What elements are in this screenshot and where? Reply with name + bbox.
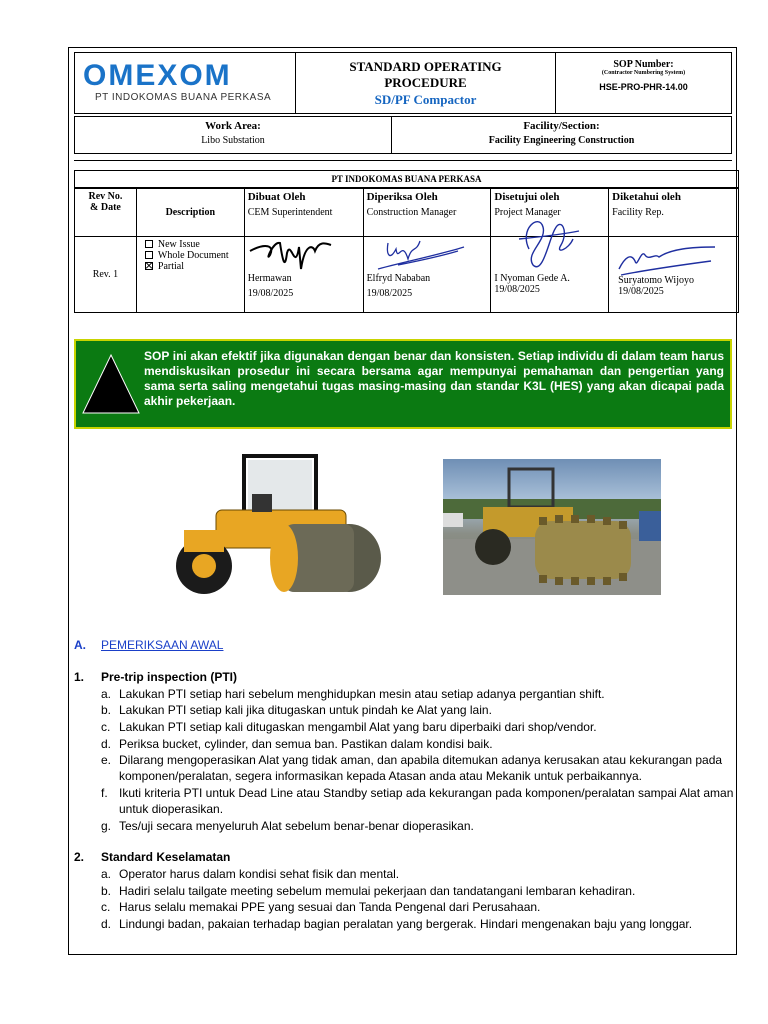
signer-header-1	[363, 189, 491, 237]
desc-header: Description	[136, 189, 244, 237]
logo-subtitle: PT INDOKOMAS BUANA PERKASA	[95, 92, 272, 103]
facility-value: Facility Engineering Construction	[488, 135, 635, 146]
list-text: Harus selalu memakai PPE yang sesuai dan Tanda Pengenal dari Perusahaan.	[119, 900, 541, 914]
signature-elfryd	[368, 231, 468, 275]
list-marker: d.	[101, 737, 112, 751]
signer-name: I Nyoman Gede A.	[494, 273, 570, 284]
signer-name: Hermawan	[247, 273, 292, 284]
signer-role: Dibuat Oleh	[247, 191, 306, 203]
signer-title: Construction Manager	[366, 207, 457, 218]
signer-sign-2	[491, 237, 609, 313]
list-item	[101, 818, 734, 834]
option-whole-document	[145, 250, 241, 261]
company-bar: PT INDOKOMAS BUANA PERKASA	[74, 170, 739, 188]
title-line1: STANDARD OPERATING	[349, 59, 502, 74]
notice-box	[74, 339, 732, 429]
compactor-padfoot-image	[443, 459, 661, 595]
list-item	[101, 719, 734, 735]
sop-number-cell	[555, 52, 732, 114]
list-item	[101, 866, 734, 882]
list-text: Lakukan PTI setiap kali ditugaskan mengambil Alat yang baru diperbaiki dari shop/vendor.	[119, 720, 597, 734]
rev-header-line1: Rev No.	[88, 191, 123, 202]
revision-table	[74, 188, 739, 313]
list-item	[101, 899, 734, 915]
option-new-issue	[145, 239, 241, 250]
list-item	[101, 752, 734, 784]
compactor-smooth-drum-image	[144, 448, 384, 598]
list-item	[101, 785, 734, 817]
list-text: Dilarang mengoperasikan Alat yang tidak aman, dan apabila ditemukan adanya kerusakan atau kekurangan pada komponen/peralatan, segera informasikan kepada Atasan anda atau Mekanik untuk perbaikannya.	[119, 753, 723, 783]
logo-text: OMEXOM	[83, 59, 232, 92]
option-label: New Issue	[157, 239, 200, 250]
list-marker: a.	[101, 867, 112, 881]
list-text: Tes/uji secara menyeluruh Alat sebelum benar-benar dioperasikan.	[119, 819, 474, 833]
list-text: Lindungi badan, pakaian terhadap bagian peralatan yang bergerak. Hindari mengenakan baju yang longgar.	[119, 917, 693, 931]
list-item	[101, 736, 734, 752]
list-item	[101, 686, 734, 702]
list-item	[101, 883, 734, 899]
sop-number-note: (Contractor Numbering System)	[601, 70, 686, 76]
list-text: Operator harus dalam kondisi sehat fisik dan mental.	[119, 867, 400, 881]
signature-hermawan	[245, 233, 335, 277]
description-options	[136, 237, 244, 313]
signer-role: Diketahui oleh	[612, 191, 681, 203]
signer-title: Project Manager	[494, 207, 561, 218]
sop-number-label: SOP Number:	[613, 59, 674, 70]
list-text: Ikuti kriteria PTI untuk Dead Line atau Standby setiap ada kekurangan pada komponen/peralatan sampai Alat aman untuk dioperasikan.	[119, 786, 734, 816]
list-text: Lakukan PTI setiap hari sebelum menghidupkan mesin atau setiap adanya pergantian shift.	[119, 687, 605, 701]
section1-title: Pre-trip inspection (PTI)	[101, 670, 238, 684]
list-text: Hadiri selalu tailgate meeting sebelum memulai pekerjaan dan tandatangani lembaran kehadiran.	[119, 884, 636, 898]
facility-cell	[391, 116, 732, 154]
work-area-label: Work Area:	[205, 120, 261, 132]
signer-name: Elfryd Nababan	[366, 273, 431, 284]
section-a-letter: A.	[74, 638, 86, 652]
option-partial	[145, 261, 241, 272]
facility-label: Facility/Section:	[523, 120, 600, 132]
signer-title: CEM Superintendent	[247, 207, 333, 218]
option-label: Partial	[157, 261, 184, 272]
subtitle: SD/PF Compactor	[374, 92, 477, 107]
signer-name: Suryatomo Wijoyo	[618, 275, 694, 286]
list-marker: c.	[101, 720, 111, 734]
section2-title: Standard Keselamatan	[101, 850, 231, 864]
signer-date: 19/08/2025	[366, 288, 413, 299]
list-marker: a.	[101, 687, 112, 701]
signer-sign-3	[609, 237, 739, 313]
list-item	[101, 702, 734, 718]
signer-title: Facility Rep.	[612, 207, 664, 218]
signer-sign-0	[244, 237, 363, 313]
list-marker: g.	[101, 819, 112, 833]
list-text: Periksa bucket, cylinder, dan semua ban. Pastikan dalam kondisi baik.	[119, 737, 493, 751]
list-marker: e.	[101, 753, 112, 767]
title-line2: PROCEDURE	[384, 75, 467, 90]
rev-header-line2: & Date	[90, 202, 121, 213]
signer-role: Disetujui oleh	[494, 191, 560, 203]
header-title-cell	[295, 52, 556, 114]
list-marker: d.	[101, 917, 112, 931]
warning-triangle-icon	[81, 353, 141, 415]
rev-header	[75, 189, 137, 237]
section1-num: 1.	[74, 670, 85, 684]
rev-value: Rev. 1	[75, 237, 137, 313]
sop-page	[68, 47, 737, 955]
header-logo-cell	[74, 52, 296, 114]
section-a-title: PEMERIKSAAN AWAL	[101, 638, 224, 652]
signer-date: 19/08/2025	[247, 288, 294, 299]
work-area-cell	[74, 116, 392, 154]
notice-text: SOP ini akan efektif jika digunakan dengan benar dan konsisten. Setiap individu di dalam team harus mendiskusikan prosedur ini secara bersama agar mempunyai pemahaman dan pengertian yang sama serta saling mengetahui tugas masing-masing dan standar K3L (HES) yang akan dicapai pada akhir pekerjaan.	[144, 349, 724, 408]
signer-date: 19/08/2025	[494, 284, 540, 295]
list-marker: b.	[101, 703, 112, 717]
list-marker: f.	[101, 786, 108, 800]
section2-num: 2.	[74, 850, 85, 864]
checkbox-whole-document[interactable]	[145, 251, 153, 259]
divider-line	[74, 160, 732, 161]
option-label: Whole Document	[157, 250, 229, 261]
checkbox-partial-checked[interactable]	[145, 262, 153, 270]
signer-date: 19/08/2025	[618, 286, 664, 297]
signer-header-3	[609, 189, 739, 237]
list-marker: c.	[101, 900, 111, 914]
list-text: Lakukan PTI setiap kali jika ditugaskan untuk pindah ke Alat yang lain.	[119, 703, 492, 717]
signer-header-0	[244, 189, 363, 237]
list-marker: b.	[101, 884, 112, 898]
work-area-value: Libo Substation	[201, 135, 265, 146]
checkbox-new-issue[interactable]	[145, 240, 153, 248]
signer-sign-1	[363, 237, 491, 313]
signature-nyoman	[499, 209, 589, 279]
omexom-logo	[83, 61, 293, 109]
signer-role: Diperiksa Oleh	[366, 191, 438, 203]
sop-number: HSE-PRO-PHR-14.00	[599, 82, 688, 92]
signature-suryatomo	[611, 239, 721, 279]
list-item	[101, 916, 734, 932]
